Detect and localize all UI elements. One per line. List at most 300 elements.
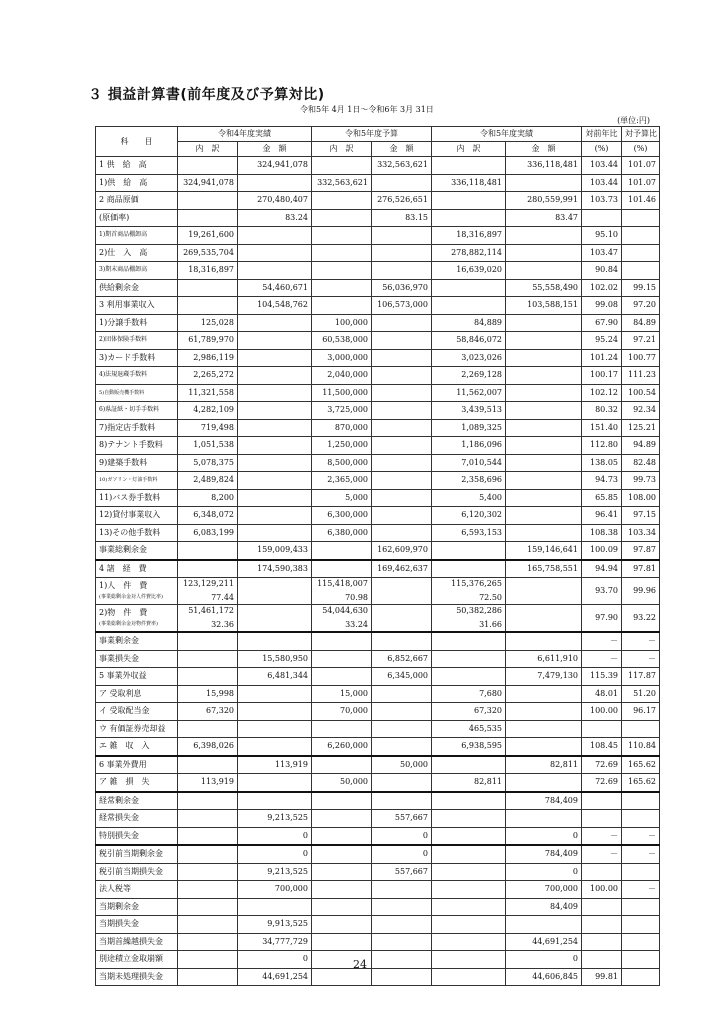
cell-c4: [372, 916, 432, 934]
row-label: 2)団体保険手数料: [96, 332, 178, 350]
cell-c8: 101.07: [622, 157, 660, 175]
cell-c7: 138.05: [582, 454, 622, 472]
row-sublabel: (事業総剰余金対人件費比率): [99, 593, 163, 600]
cell-c2: 270,480,407: [238, 192, 312, 210]
cell-c7: 94.73: [582, 472, 622, 490]
cell-ratio: 77.44: [211, 593, 234, 602]
cell-c2: [238, 332, 312, 350]
cell-c5: 1,089,325: [432, 419, 506, 437]
cell-c4: [372, 314, 432, 332]
cell-c5: [432, 157, 506, 175]
cell-c5: [432, 605, 506, 633]
cell-c1: [178, 578, 238, 605]
cell-c4: 106,573,000: [372, 297, 432, 315]
cell-c3: [312, 792, 372, 810]
header-amount: 金 額: [238, 142, 312, 157]
cell-c5: [432, 756, 506, 774]
row-label: 1 供 給 高: [96, 157, 178, 175]
cell-c1: 269,535,704: [178, 244, 238, 262]
page-title: ３ 損益計算書(前年度及び予算対比): [88, 87, 325, 103]
row-label: 1)期首商品棚卸高: [96, 227, 178, 245]
cell-c7: 101.24: [582, 349, 622, 367]
cell-c6: [506, 703, 582, 721]
cell-c3: [312, 262, 372, 280]
cell-c8: [622, 863, 660, 881]
cell-c7: 99.81: [582, 968, 622, 986]
cell-c2: [238, 262, 312, 280]
cell-c2: [238, 384, 312, 402]
cell-c5: 336,118,481: [432, 174, 506, 192]
cell-c2: 54,460,671: [238, 279, 312, 297]
row-label-text: 1)人 件 費: [99, 580, 148, 590]
row-label: 10)ガソリン・灯油手数料: [96, 472, 178, 490]
cell-c3: [312, 157, 372, 175]
cell-c1: 4,282,109: [178, 402, 238, 420]
cell-c1: [178, 632, 238, 650]
cell-c6: [506, 437, 582, 455]
row-label: 特別損失金: [96, 827, 178, 845]
table-row: [96, 367, 660, 385]
cell-c8: －: [622, 881, 660, 899]
cell-c1: [178, 845, 238, 863]
cell-c4: [372, 578, 432, 605]
cell-c4: [372, 227, 432, 245]
cell-c6: 82,811: [506, 756, 582, 774]
cell-c2: 113,919: [238, 756, 312, 774]
cell-c3: 6,300,000: [312, 507, 372, 525]
cell-c8: [622, 262, 660, 280]
cell-c1: [178, 898, 238, 916]
cell-c1: [178, 720, 238, 738]
cell-c8: [622, 810, 660, 828]
cell-c3: 1,250,000: [312, 437, 372, 455]
cell-c7: 103.47: [582, 244, 622, 262]
cell-c4: [372, 933, 432, 951]
cell-c4: [372, 332, 432, 350]
cell-c6: [506, 916, 582, 934]
cell-c5: [432, 827, 506, 845]
cell-c3: 60,538,000: [312, 332, 372, 350]
header-breakdown: 内 訳: [312, 142, 372, 157]
cell-c1: 61,789,970: [178, 332, 238, 350]
cell-c6: 44,691,254: [506, 933, 582, 951]
cell-c6: [506, 454, 582, 472]
row-label-text: 2)物 件 費: [99, 607, 148, 617]
row-label: 5)自動販売機手数料: [96, 384, 178, 402]
table-row: [96, 756, 660, 774]
row-label: 法人税等: [96, 881, 178, 899]
cell-c2: 0: [238, 827, 312, 845]
table-row: [96, 578, 660, 605]
cell-c2: 159,009,433: [238, 542, 312, 560]
row-label: ウ 有価証券売却益: [96, 720, 178, 738]
cell-c8: －: [622, 845, 660, 863]
cell-c1: 19,261,600: [178, 227, 238, 245]
cell-c7: －: [582, 845, 622, 863]
cell-c2: 324,941,078: [238, 157, 312, 175]
cell-c1: 324,941,078: [178, 174, 238, 192]
income-statement-table: [95, 126, 660, 986]
cell-c6: 784,409: [506, 792, 582, 810]
row-label: 当期首繰越損失金: [96, 933, 178, 951]
cell-c7: [582, 720, 622, 738]
cell-c5: 16,639,020: [432, 262, 506, 280]
cell-c3: [312, 632, 372, 650]
cell-c7: 112.80: [582, 437, 622, 455]
cell-c8: 92.34: [622, 402, 660, 420]
cell-c5: [432, 632, 506, 650]
row-label: 13)その他手数料: [96, 524, 178, 542]
cell-c4: [372, 419, 432, 437]
cell-c3: 11,500,000: [312, 384, 372, 402]
cell-c8: [622, 244, 660, 262]
cell-c8: 97.15: [622, 507, 660, 525]
cell-c4: [372, 507, 432, 525]
cell-c3: [312, 244, 372, 262]
cell-c3: [312, 650, 372, 668]
cell-c5: 7,010,544: [432, 454, 506, 472]
table-row: [96, 720, 660, 738]
cell-c4: [372, 454, 432, 472]
cell-c1: 719,498: [178, 419, 238, 437]
cell-c7: 108.45: [582, 738, 622, 756]
cell-c6: 103,588,151: [506, 297, 582, 315]
cell-c6: [506, 244, 582, 262]
cell-c6: 159,146,641: [506, 542, 582, 560]
cell-c2: [238, 507, 312, 525]
row-label: 3)期末商品棚卸高: [96, 262, 178, 280]
cell-c1: [178, 916, 238, 934]
cell-c8: 97.87: [622, 542, 660, 560]
cell-c1: [178, 863, 238, 881]
cell-c8: －: [622, 827, 660, 845]
table-row: [96, 507, 660, 525]
cell-c4: [372, 881, 432, 899]
row-label: 7)指定店手数料: [96, 419, 178, 437]
cell-c3: [312, 881, 372, 899]
cell-c1: [178, 810, 238, 828]
cell-c7: 80.32: [582, 402, 622, 420]
row-label: 税引前当期損失金: [96, 863, 178, 881]
cell-c4: [372, 262, 432, 280]
cell-c7: [582, 792, 622, 810]
cell-c8: 99.96: [622, 578, 660, 605]
cell-c6: [506, 810, 582, 828]
cell-c2: [238, 720, 312, 738]
cell-c4: [372, 898, 432, 916]
cell-c5: [432, 560, 506, 578]
cell-c3: [312, 192, 372, 210]
header-item: 科 目: [96, 127, 178, 157]
cell-c8: 165.62: [622, 774, 660, 792]
cell-c8: [622, 916, 660, 934]
cell-c3: [312, 227, 372, 245]
cell-c1: 2,986,119: [178, 349, 238, 367]
table-row: [96, 774, 660, 792]
cell-c7: 100.00: [582, 881, 622, 899]
cell-c5: [432, 209, 506, 227]
row-label: 4)法規退蔵手数料: [96, 367, 178, 385]
cell-c3: [312, 898, 372, 916]
row-label: 3 利用事業収入: [96, 297, 178, 315]
table-row: [96, 489, 660, 507]
cell-c7: 100.00: [582, 703, 622, 721]
row-label: 9)建築手数料: [96, 454, 178, 472]
cell-c7: 102.02: [582, 279, 622, 297]
cell-c3: 3,725,000: [312, 402, 372, 420]
cell-c3: [312, 542, 372, 560]
cell-c1: 1,051,538: [178, 437, 238, 455]
table-body: [96, 157, 660, 986]
cell-c2: 0: [238, 845, 312, 863]
cell-c2: 83.24: [238, 209, 312, 227]
table-row: [96, 898, 660, 916]
row-label: エ 雑 収 入: [96, 738, 178, 756]
cell-c6: [506, 349, 582, 367]
cell-c6: [506, 367, 582, 385]
cell-c1: [178, 827, 238, 845]
table-row: [96, 703, 660, 721]
cell-c5: [432, 845, 506, 863]
table-row: [96, 244, 660, 262]
cell-c2: [238, 244, 312, 262]
cell-c6: [506, 227, 582, 245]
cell-c2: [238, 632, 312, 650]
page-number: 24: [353, 958, 367, 971]
cell-c1: 113,919: [178, 774, 238, 792]
cell-c8: －: [622, 632, 660, 650]
row-label: 5 事業外収益: [96, 668, 178, 686]
row-sublabel: (事業総剰余金対物件費率): [99, 620, 158, 627]
table-row: [96, 916, 660, 934]
cell-c3: 6,260,000: [312, 738, 372, 756]
cell-c2: [238, 792, 312, 810]
cell-c6: [506, 632, 582, 650]
cell-c5: 1,186,096: [432, 437, 506, 455]
cell-c1: 5,078,375: [178, 454, 238, 472]
table-row: [96, 174, 660, 192]
cell-value: 50,382,286: [456, 606, 502, 615]
cell-c1: 6,398,026: [178, 738, 238, 756]
cell-c4: [372, 738, 432, 756]
table-row: [96, 297, 660, 315]
cell-c2: 174,590,383: [238, 560, 312, 578]
cell-c2: [238, 774, 312, 792]
row-label: 当期損失金: [96, 916, 178, 934]
table-row: [96, 810, 660, 828]
table-row: [96, 227, 660, 245]
cell-c4: 6,852,667: [372, 650, 432, 668]
cell-c2: [238, 349, 312, 367]
cell-c4: [372, 367, 432, 385]
cell-c8: 51.20: [622, 685, 660, 703]
cell-c7: －: [582, 650, 622, 668]
cell-c2: 15,580,950: [238, 650, 312, 668]
table-row: [96, 845, 660, 863]
cell-c4: [372, 489, 432, 507]
cell-c6: 0: [506, 951, 582, 969]
cell-c7: 100.17: [582, 367, 622, 385]
row-label: 1)供 給 高: [96, 174, 178, 192]
cell-c2: 9,213,525: [238, 810, 312, 828]
cell-ratio: 72.50: [479, 593, 502, 602]
cell-c2: [238, 738, 312, 756]
row-label: 事業総剰余金: [96, 542, 178, 560]
cell-c5: [432, 933, 506, 951]
cell-c3: [312, 933, 372, 951]
row-label: 税引前当期剰余金: [96, 845, 178, 863]
cell-c8: 96.17: [622, 703, 660, 721]
cell-c8: [622, 209, 660, 227]
cell-c5: 6,593,153: [432, 524, 506, 542]
cell-c2: 6,481,344: [238, 668, 312, 686]
cell-c4: [372, 472, 432, 490]
cell-c6: [506, 524, 582, 542]
cell-c3: 332,563,621: [312, 174, 372, 192]
cell-c7: －: [582, 827, 622, 845]
table-row: [96, 192, 660, 210]
cell-c8: 97.21: [622, 332, 660, 350]
row-label: 別途積立金取崩額: [96, 951, 178, 969]
cell-c6: [506, 774, 582, 792]
cell-c1: [178, 650, 238, 668]
cell-c1: 8,200: [178, 489, 238, 507]
cell-c6: 336,118,481: [506, 157, 582, 175]
table-row: [96, 402, 660, 420]
cell-c5: [432, 898, 506, 916]
cell-c3: [312, 720, 372, 738]
cell-c2: [238, 227, 312, 245]
cell-c5: [432, 578, 506, 605]
cell-c5: [432, 668, 506, 686]
cell-c2: [238, 402, 312, 420]
cell-c6: [506, 472, 582, 490]
cell-c6: [506, 419, 582, 437]
cell-c1: [178, 668, 238, 686]
cell-c2: 700,000: [238, 881, 312, 899]
header-y5: 令和5年度実績: [432, 127, 582, 142]
cell-c7: [582, 863, 622, 881]
cell-c7: 108.38: [582, 524, 622, 542]
table-row: [96, 933, 660, 951]
cell-c7: 115.39: [582, 668, 622, 686]
cell-ratio: 31.66: [479, 620, 502, 629]
cell-c8: 110.84: [622, 738, 660, 756]
cell-c1: [178, 209, 238, 227]
cell-c4: 332,563,621: [372, 157, 432, 175]
cell-c8: 97.81: [622, 560, 660, 578]
cell-c8: 99.73: [622, 472, 660, 490]
header-amount: 金 額: [372, 142, 432, 157]
cell-c3: [312, 810, 372, 828]
cell-c3: 50,000: [312, 774, 372, 792]
cell-c3: [312, 916, 372, 934]
cell-c5: [432, 792, 506, 810]
cell-c4: [372, 605, 432, 633]
cell-c1: [178, 279, 238, 297]
cell-c4: [372, 703, 432, 721]
table-row: [96, 560, 660, 578]
cell-c1: 6,083,199: [178, 524, 238, 542]
cell-c7: 95.10: [582, 227, 622, 245]
cell-c2: [238, 524, 312, 542]
cell-c6: [506, 174, 582, 192]
cell-c2: 9,913,525: [238, 916, 312, 934]
cell-c5: [432, 297, 506, 315]
row-label: 当期剰余金: [96, 898, 178, 916]
row-label: ア 雑 損 失: [96, 774, 178, 792]
row-label: 2 商品原価: [96, 192, 178, 210]
cell-c3: [312, 668, 372, 686]
cell-c3: 870,000: [312, 419, 372, 437]
cell-c7: 102.12: [582, 384, 622, 402]
table-row: [96, 454, 660, 472]
cell-c5: [432, 881, 506, 899]
cell-c7: 67.90: [582, 314, 622, 332]
table-row: [96, 472, 660, 490]
cell-c3: [312, 863, 372, 881]
cell-c3: [312, 605, 372, 633]
table-row: [96, 863, 660, 881]
cell-c8: 82.48: [622, 454, 660, 472]
cell-c7: 90.84: [582, 262, 622, 280]
cell-c4: [372, 349, 432, 367]
cell-c3: [312, 209, 372, 227]
cell-c6: [506, 578, 582, 605]
cell-c8: [622, 792, 660, 810]
cell-c3: [312, 560, 372, 578]
cell-c2: [238, 578, 312, 605]
header-breakdown: 内 訳: [178, 142, 238, 157]
cell-c8: [622, 933, 660, 951]
cell-c6: 0: [506, 863, 582, 881]
cell-c5: 6,938,595: [432, 738, 506, 756]
cell-c3: 70,000: [312, 703, 372, 721]
cell-c3: [312, 827, 372, 845]
row-label: 事業剰余金: [96, 632, 178, 650]
row-label: 経常剰余金: [96, 792, 178, 810]
cell-c1: 2,265,272: [178, 367, 238, 385]
cell-c6: 700,000: [506, 881, 582, 899]
cell-c5: 2,358,696: [432, 472, 506, 490]
cell-c7: 72.69: [582, 756, 622, 774]
cell-c5: [432, 863, 506, 881]
cell-value: 115,376,265: [451, 579, 502, 588]
cell-c7: 97.90: [582, 605, 622, 633]
cell-c6: 165,758,551: [506, 560, 582, 578]
cell-c7: 99.08: [582, 297, 622, 315]
cell-c2: 9,213,525: [238, 863, 312, 881]
cell-c4: [372, 720, 432, 738]
row-label: [96, 605, 178, 633]
cell-c8: 111.23: [622, 367, 660, 385]
cell-c7: [582, 933, 622, 951]
table-row: [96, 792, 660, 810]
cell-c4: [372, 174, 432, 192]
header-vs-budget: 対予算比: [622, 127, 660, 142]
table-row: [96, 668, 660, 686]
cell-c2: [238, 489, 312, 507]
cell-c4: 276,526,651: [372, 192, 432, 210]
table-row: [96, 437, 660, 455]
table-row: [96, 209, 660, 227]
cell-c6: 84,409: [506, 898, 582, 916]
cell-c6: [506, 489, 582, 507]
cell-c8: 100.77: [622, 349, 660, 367]
cell-c7: [582, 810, 622, 828]
cell-c4: 162,609,970: [372, 542, 432, 560]
cell-c8: 108.00: [622, 489, 660, 507]
